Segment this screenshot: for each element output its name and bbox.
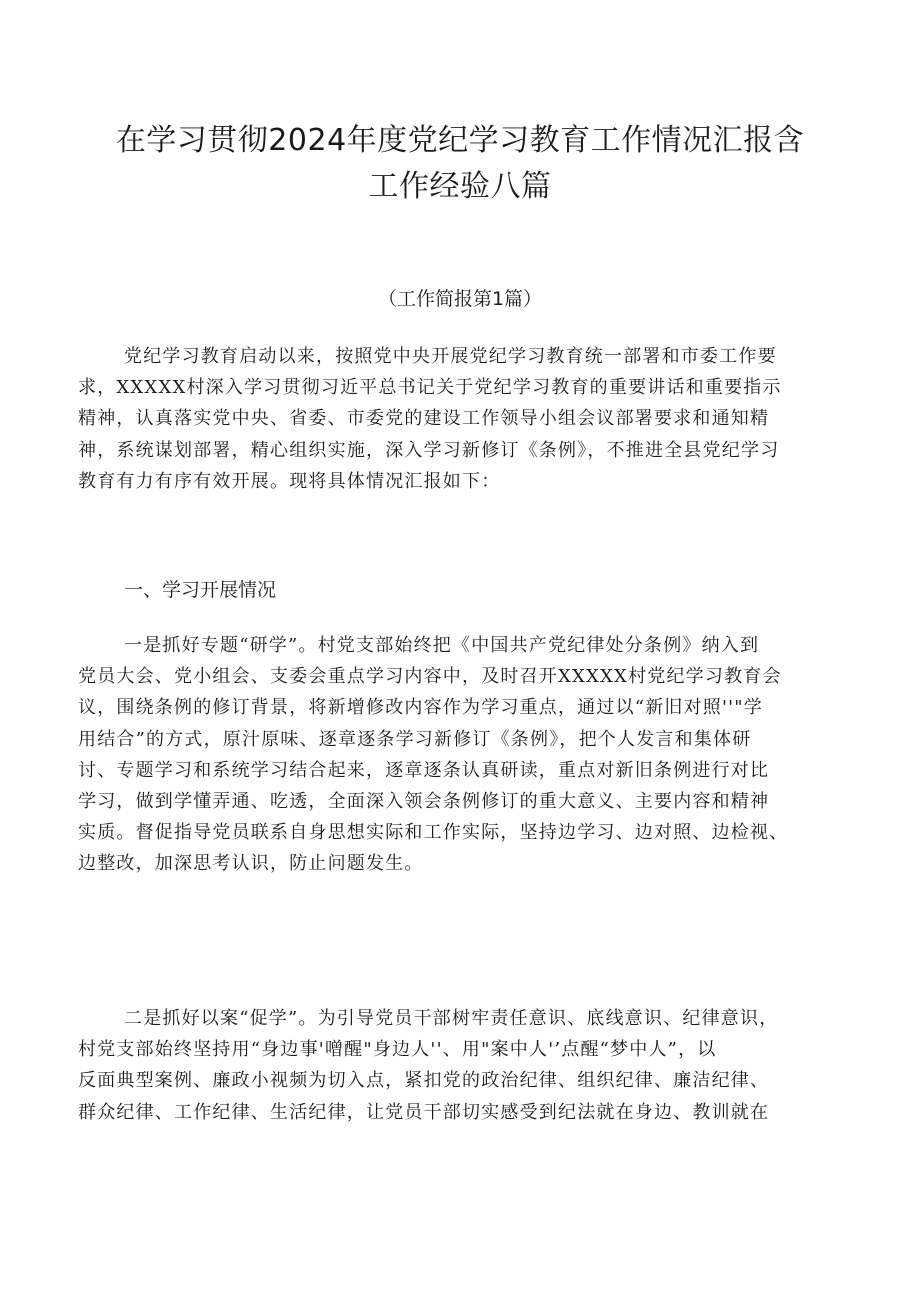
paragraph-line: 党纪学习教育启动以来，按照党中央开展党纪学习教育统一部署和市委工作要 [124, 346, 777, 367]
title-line-2: 工作经验八篇 [368, 169, 552, 204]
paragraph-line: 村党支部始终坚持用“身边事'噌醒"身边人''、用"案中人'’点醒“梦中人”，以 [78, 1039, 717, 1061]
paragraph-line: 党员大会、党小组会、支委会重点学习内容中，及时召开XXXXX村党纪学习教育会 [78, 666, 782, 688]
document-subtitle: （工作简报第1篇） [377, 288, 543, 310]
paragraph-line: 讨、专题学习和系统学习结合起来，逐章逐条认真研读，重点对新旧条例进行对比 [78, 759, 770, 781]
paragraph-line: 用结合”的方式，原汁原味、逐章逐条学习新修订《条例》，把个人发言和集体研 [78, 728, 752, 750]
paragraph-line: 学习，做到学懂弄通、吃透，全面深入领会条例修订的重大意义、主要内容和精神 [78, 791, 770, 813]
paragraph-line: 精神，认真落实党中央、省委、市委党的建设工作领导小组会议部署要求和通知精 [78, 408, 770, 430]
paragraph-line: 群众纪律、工作纪律、生活纪律，让党员干部切实感受到纪法就在身边、教训就在 [78, 1101, 770, 1123]
paragraph-line: 议，围绕条例的修订背景，将新增修改内容作为学习重点，通过以“新旧对照''"学 [78, 697, 763, 719]
paragraph-intro [78, 341, 864, 497]
paragraph-line: 一是抓好专题“研学”。村党支部始终把《中国共产党纪律处分条例》纳入到 [124, 635, 760, 656]
paragraph-line: 边整改，加深思考认识，防止问题发生。 [78, 853, 424, 875]
title-line-1: 在学习贯彻2024年度党纪学习教育工作情况汇报含 [115, 123, 805, 158]
section-heading: 一、学习开展情况 [124, 579, 277, 601]
paragraph-line: 反面典型案例、廉政小视频为切入点，紧扣党的政治纪律、组织纪律、廉洁纪律、 [78, 1070, 770, 1092]
paragraph-line: 神，系统谋划部署，精心组织实施，深入学习新修订《条例》，不推进全县党纪学习 [78, 439, 780, 461]
paragraph-case-study [78, 1003, 864, 1128]
paragraph-line: 二是抓好以案“促学”。为引导党员干部树牢责任意识、底线意识、纪律意识， [124, 1008, 779, 1029]
document-title [60, 118, 860, 210]
paragraph-study [78, 630, 864, 880]
paragraph-line: 实质。督促指导党员联系自身思想实际和工作实际，坚持边学习、边对照、边检视、 [78, 822, 789, 844]
paragraph-line: 求，XXXXX村深入学习贯彻习近平总书记关于党纪学习教育的重要讲话和重要指示 [78, 377, 782, 399]
paragraph-line: 教育有力有序有效开展。现将具体情况汇报如下： [78, 470, 501, 492]
